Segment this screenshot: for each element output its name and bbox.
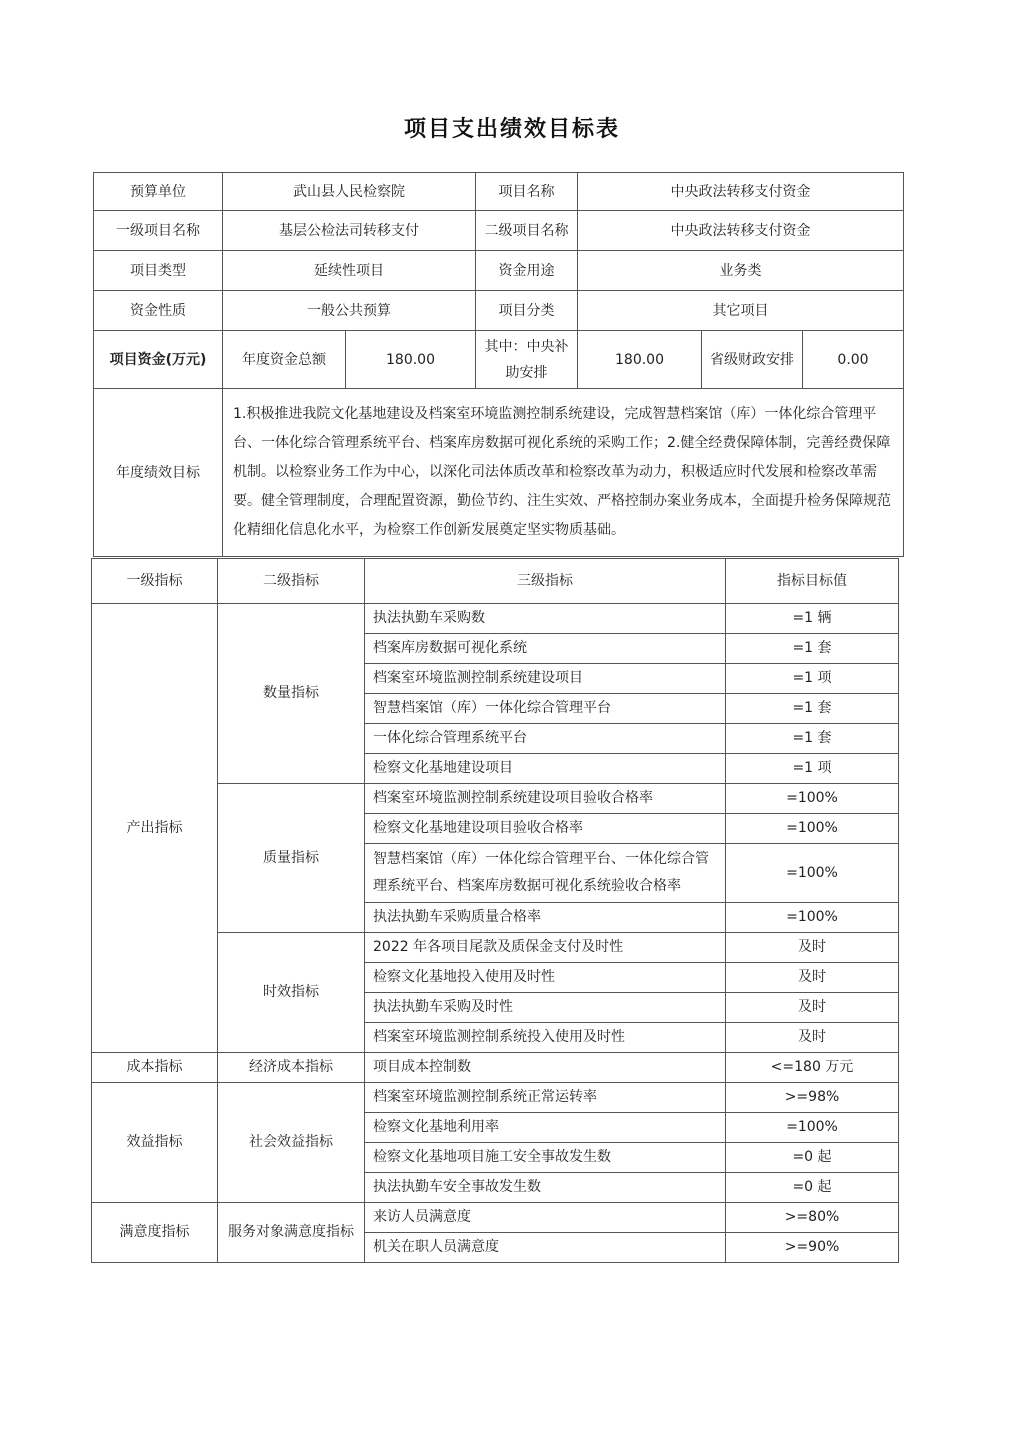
target-value: =100%	[726, 903, 899, 933]
level3-indicator: 档案室环境监测控制系统正常运转率	[365, 1083, 726, 1113]
target-value: =100%	[726, 814, 899, 844]
level2-indicator: 经济成本指标	[218, 1053, 365, 1083]
level1-indicator: 效益指标	[92, 1083, 218, 1203]
level2-name-label: 二级项目名称	[476, 211, 578, 251]
level3-indicator: 档案室环境监测控制系统建设项目验收合格率	[365, 784, 726, 814]
annual-goal-label: 年度绩效目标	[94, 389, 223, 557]
level2-name-value: 中央政法转移支付资金	[578, 211, 904, 251]
level3-indicator: 检察文化基地建设项目	[365, 754, 726, 784]
level3-indicator: 机关在职人员满意度	[365, 1233, 726, 1263]
level3-indicator: 2022 年各项目尾款及质保金支付及时性	[365, 933, 726, 963]
target-value: =100%	[726, 784, 899, 814]
header-cell: 二级指标	[218, 559, 365, 604]
target-value: >=98%	[726, 1083, 899, 1113]
annual-goal-text: 1.积极推进我院文化基地建设及档案室环境监测控制系统建设，完成智慧档案馆（库）一体化综合管理平台、一体化综合管理系统平台、档案库房数据可视化系统的采购工作；2.健全经费保障体制，完善经费保障机制。以检察业务工作为中心，以深化司法体质改革和检察改革为动力，积极适应时代发展和检察改革需要。健全管理制度，合理配置资源，勤俭节约、注生实效、严格控制办案业务成本，全面提升检务保障规范化精细化信息化水平，为检察工作创新发展奠定坚实物质基础。	[223, 389, 904, 557]
annual-total-label: 年度资金总额	[223, 331, 346, 389]
target-value: 及时	[726, 963, 899, 993]
budget-unit-label: 预算单位	[94, 173, 223, 211]
table-row	[92, 1053, 899, 1083]
target-value: =100%	[726, 1113, 899, 1143]
target-value: =1 套	[726, 634, 899, 664]
target-value: 及时	[726, 933, 899, 963]
annual-total-value: 180.00	[346, 331, 476, 389]
level3-indicator: 一体化综合管理系统平台	[365, 724, 726, 754]
target-value: =1 项	[726, 664, 899, 694]
target-value: 及时	[726, 993, 899, 1023]
fund-nature-label: 资金性质	[94, 291, 223, 331]
page-title: 项目支出绩效目标表	[403, 117, 620, 142]
level3-indicator: 执法执勤车采购数	[365, 604, 726, 634]
level3-indicator: 执法执勤车采购质量合格率	[365, 903, 726, 933]
project-info-table	[93, 172, 904, 557]
level3-indicator: 执法执勤车安全事故发生数	[365, 1173, 726, 1203]
project-type-label: 项目类型	[94, 251, 223, 291]
header-cell: 一级指标	[92, 559, 218, 604]
level3-indicator: 档案库房数据可视化系统	[365, 634, 726, 664]
provincial-value: 0.00	[803, 331, 904, 389]
target-value: =100%	[726, 844, 899, 903]
table-row	[92, 1203, 899, 1233]
level3-indicator: 检察文化基地投入使用及时性	[365, 963, 726, 993]
level1-indicator: 产出指标	[92, 604, 218, 1053]
provincial-label: 省级财政安排	[702, 331, 803, 389]
header-cell: 三级指标	[365, 559, 726, 604]
target-value: =1 项	[726, 754, 899, 784]
level3-indicator: 智慧档案馆（库）一体化综合管理平台	[365, 694, 726, 724]
level3-indicator: 来访人员满意度	[365, 1203, 726, 1233]
target-value: =0 起	[726, 1173, 899, 1203]
level1-name-value: 基层公检法司转移支付	[223, 211, 476, 251]
table-row	[92, 604, 899, 634]
target-value: =1 套	[726, 694, 899, 724]
target-value: =1 套	[726, 724, 899, 754]
project-name-label: 项目名称	[476, 173, 578, 211]
target-value: >=80%	[726, 1203, 899, 1233]
level2-indicator: 质量指标	[218, 784, 365, 933]
target-value: <=180 万元	[726, 1053, 899, 1083]
level3-indicator: 检察文化基地利用率	[365, 1113, 726, 1143]
central-label: 其中：中央补助安排	[476, 331, 578, 389]
level2-indicator: 数量指标	[218, 604, 365, 784]
project-type-value: 延续性项目	[223, 251, 476, 291]
level3-indicator: 检察文化基地建设项目验收合格率	[365, 814, 726, 844]
category-label: 项目分类	[476, 291, 578, 331]
fund-nature-value: 一般公共预算	[223, 291, 476, 331]
level3-indicator: 档案室环境监测控制系统投入使用及时性	[365, 1023, 726, 1053]
level3-indicator: 项目成本控制数	[365, 1053, 726, 1083]
level3-indicator: 检察文化基地项目施工安全事故发生数	[365, 1143, 726, 1173]
central-value: 180.00	[578, 331, 702, 389]
fund-use-value: 业务类	[578, 251, 904, 291]
level2-indicator: 社会效益指标	[218, 1083, 365, 1203]
level3-indicator: 执法执勤车采购及时性	[365, 993, 726, 1023]
level2-indicator: 时效指标	[218, 933, 365, 1053]
level1-indicator: 成本指标	[92, 1053, 218, 1083]
level3-indicator: 档案室环境监测控制系统建设项目	[365, 664, 726, 694]
target-value: =0 起	[726, 1143, 899, 1173]
indicator-table	[91, 558, 899, 1263]
target-value: >=90%	[726, 1233, 899, 1263]
budget-unit-value: 武山县人民检察院	[223, 173, 476, 211]
level1-name-label: 一级项目名称	[94, 211, 223, 251]
level3-indicator: 智慧档案馆（库）一体化综合管理平台、一体化综合管理系统平台、档案库房数据可视化系统验收合格率	[365, 844, 726, 903]
level2-indicator: 服务对象满意度指标	[218, 1203, 365, 1263]
fund-use-label: 资金用途	[476, 251, 578, 291]
level1-indicator: 满意度指标	[92, 1203, 218, 1263]
header-cell: 指标目标值	[726, 559, 899, 604]
target-value: =1 辆	[726, 604, 899, 634]
category-value: 其它项目	[578, 291, 904, 331]
table-row	[92, 1083, 899, 1113]
funds-label: 项目资金(万元)	[94, 331, 223, 389]
project-name-value: 中央政法转移支付资金	[578, 173, 904, 211]
target-value: 及时	[726, 1023, 899, 1053]
